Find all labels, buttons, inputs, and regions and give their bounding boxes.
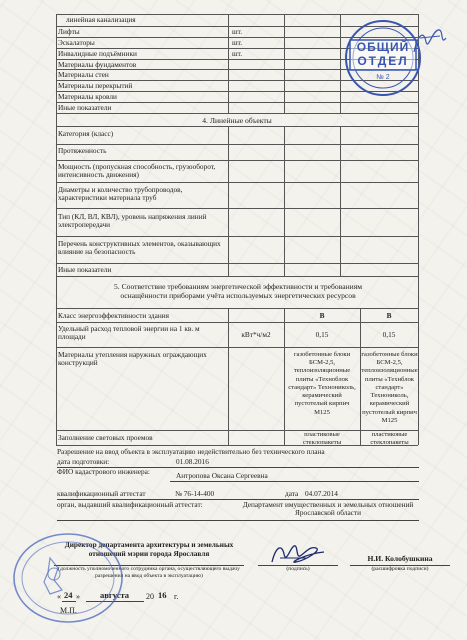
signatory-name-caption: (расшифровка подписи) [371, 566, 429, 572]
signing-year: 16 [158, 590, 167, 600]
section-4-row-label: Тип (КЛ, ВЛ, КВЛ), уровень напряжения линий электропередачи [58, 212, 207, 230]
top-row-unit: шт. [232, 27, 243, 36]
section-4-row-label: Перечень конструктивных элементов, оказывающих влияние на безопасность [58, 239, 221, 257]
windows-project: пластиковые стеклопакеты [302, 431, 342, 446]
top-row-label: Иные показатели [58, 103, 112, 112]
top-row-unit: шт. [232, 38, 243, 47]
issuer-label: орган, выдавший квалификационный аттестат: [57, 500, 203, 509]
official-seal [10, 528, 130, 624]
page: линейная канализация Лифты Эскалаторы Инвалидные подъёмники Материалы фундаментов Материалы стен Материалы перекрытий Материалы кровли Иные показатели шт. шт. шт. 4. Линейные объекты Категория (класс) Протяженность Мощность (пропускная способность, грузооборот, интенсивность движения) Диаметры и количество трубопроводов, характеристики материала труб Тип (КЛ, ВЛ, КВЛ), уровень напряжения линий электропередачи Перечень конструктивных элементов, оказывающих влияние на безопасность Иные показатели 5. Соответствие требованиям энергетической эффективности и требованиям оснащённости приборами учёта используемых энергетических ресурсов Класс энергоэффективности здания B B Удельный расход тепловой энергии на 1 кв. м площади кВт*ч/м2 0,15 0,15 Материалы утепления наружных ограждающих конструкций газобетонные блоки БСМ-2,5, теплоизоляционные плиты «Техноблок стандарт» Технониколь, керамический пустотелый кирпич М125 газобетонные блоки БСМ-2,5, теплоизоляционные плиты «Технблок стандарт» Технониколь, керамический пустотелый кирпич М125 Заполнение световых проемов пластиковые стеклопакеты пластиковые стеклопакеты Разрешение на ввод объекта в эксплуатацию недействительно без технического плана дата подготовки: 01.08.2016 ФИО кадастрового инженера: Антропова Оксана Сергеевна квалификационный аттестат № 76-14-400 дата 04.07.2014 орган, выдавший квалификационный аттестат: Департамент имущественных и земельных отношений Ярославской области Директор департамента архитектуры и земельных отношений мэрии города Ярославля (должность уполномоченного сотрудника органа, осуществляющего выдачу разрешения на ввод объекта в эксплуатацию) (подпись) Н.И. Колобушкина (расшифровка подписи) « 24 » августа 20 16 г. М.П. ОБЩИЙ ОТДЕЛ № 2 [0, 0, 467, 640]
section-4-row-label: Протяженность [58, 146, 107, 155]
section-5-title: 5. Соответствие требованиям энергетической эффективности и требованиям оснащённости приборами учёта используемых энергетических ресурсов [113, 282, 362, 301]
technical-plan-statement: Разрешение на ввод объекта в эксплуатацию недействительно без технического плана [57, 447, 325, 456]
section-4-row-label: Мощность (пропускная способность, грузооборот, интенсивность движения) [58, 162, 216, 180]
energy-class-fact: B [386, 311, 392, 320]
heat-consumption-unit: кВт*ч/м2 [241, 330, 271, 339]
signing-day: 24 [64, 590, 73, 600]
stamp-line-1: ОБЩИЙ [356, 40, 410, 54]
insulation-label: Материалы утепления наружных ограждающих конструкций [58, 350, 207, 368]
stamp-number: № 2 [376, 74, 390, 81]
issuer-name: Департамент имущественных и земельных отношений Ярославской области [242, 500, 414, 518]
stamp-line-2: ОТДЕЛ [357, 54, 409, 68]
section-4-title: 4. Линейные объекты [202, 116, 272, 125]
energy-class-project: B [319, 311, 325, 320]
official-position-caption: (должность уполномоченного сотрудника органа, осуществляющего выдачу разрешения на ввод объекта в эксплуатацию) [58, 566, 240, 579]
top-row-label: Инвалидные подъёмники [58, 49, 137, 58]
stamp-place-label: М.П. [60, 606, 77, 615]
stamp-initials [410, 24, 450, 58]
engineer-label: ФИО кадастрового инженера: [57, 467, 150, 476]
insulation-fact: газобетонные блоки БСМ-2,5, теплоизоляционные плиты «Технблок стандарт» Технониколь, керамический пустотелый кирпич М125 [361, 351, 418, 424]
heat-consumption-project: 0,15 [315, 330, 329, 339]
section-4-row-label: Категория (класс) [58, 129, 114, 138]
top-row-unit: шт. [232, 49, 243, 58]
windows-fact: пластиковые стеклопакеты [370, 431, 409, 446]
top-row-label: линейная канализация [66, 15, 136, 24]
section-4-row-label: Иные показатели [58, 265, 112, 274]
engineer-name: Антропова Оксана Сергеевна [176, 471, 268, 480]
top-row-label: Материалы фундаментов [58, 60, 137, 69]
prep-date-label: дата подготовки: [57, 457, 110, 466]
attestat-label: квалификационный аттестат [57, 489, 146, 498]
attestat-date-label: дата [285, 489, 299, 498]
signing-month: августа [100, 590, 129, 600]
heat-consumption-label: Удельный расход тепловой энергии на 1 кв. м площади [58, 324, 200, 342]
top-row-label: Материалы перекрытий [58, 81, 133, 90]
official-position: Директор департамента архитектуры и земельных отношений мэрии города Ярославля [64, 540, 234, 559]
energy-class-label: Класс энергоэффективности здания [58, 311, 170, 320]
section-4-row-label: Диаметры и количество трубопроводов, характеристики материала труб [58, 185, 183, 203]
attestat-number: № 76-14-400 [175, 489, 215, 498]
windows-label: Заполнение световых проемов [58, 433, 153, 442]
attestat-date: 04.07.2014 [305, 489, 338, 498]
top-row-label: Материалы кровли [58, 92, 117, 101]
signature-caption: (подпись) [286, 566, 310, 572]
handwritten-signature [266, 540, 330, 568]
top-row-label: Эскалаторы [58, 38, 95, 47]
heat-consumption-fact: 0,15 [382, 330, 396, 339]
top-row-label: Материалы стен [58, 70, 109, 79]
prep-date: 01.08.2016 [176, 457, 209, 466]
insulation-project: газобетонные блоки БСМ-2,5, теплоизоляционные плиты «Техноблок стандарт» Технониколь, керамический пустотелый кирпич М125 [288, 351, 356, 416]
top-row-label: Лифты [58, 27, 80, 36]
signatory-name: Н.И. Колобушкина [367, 554, 433, 563]
